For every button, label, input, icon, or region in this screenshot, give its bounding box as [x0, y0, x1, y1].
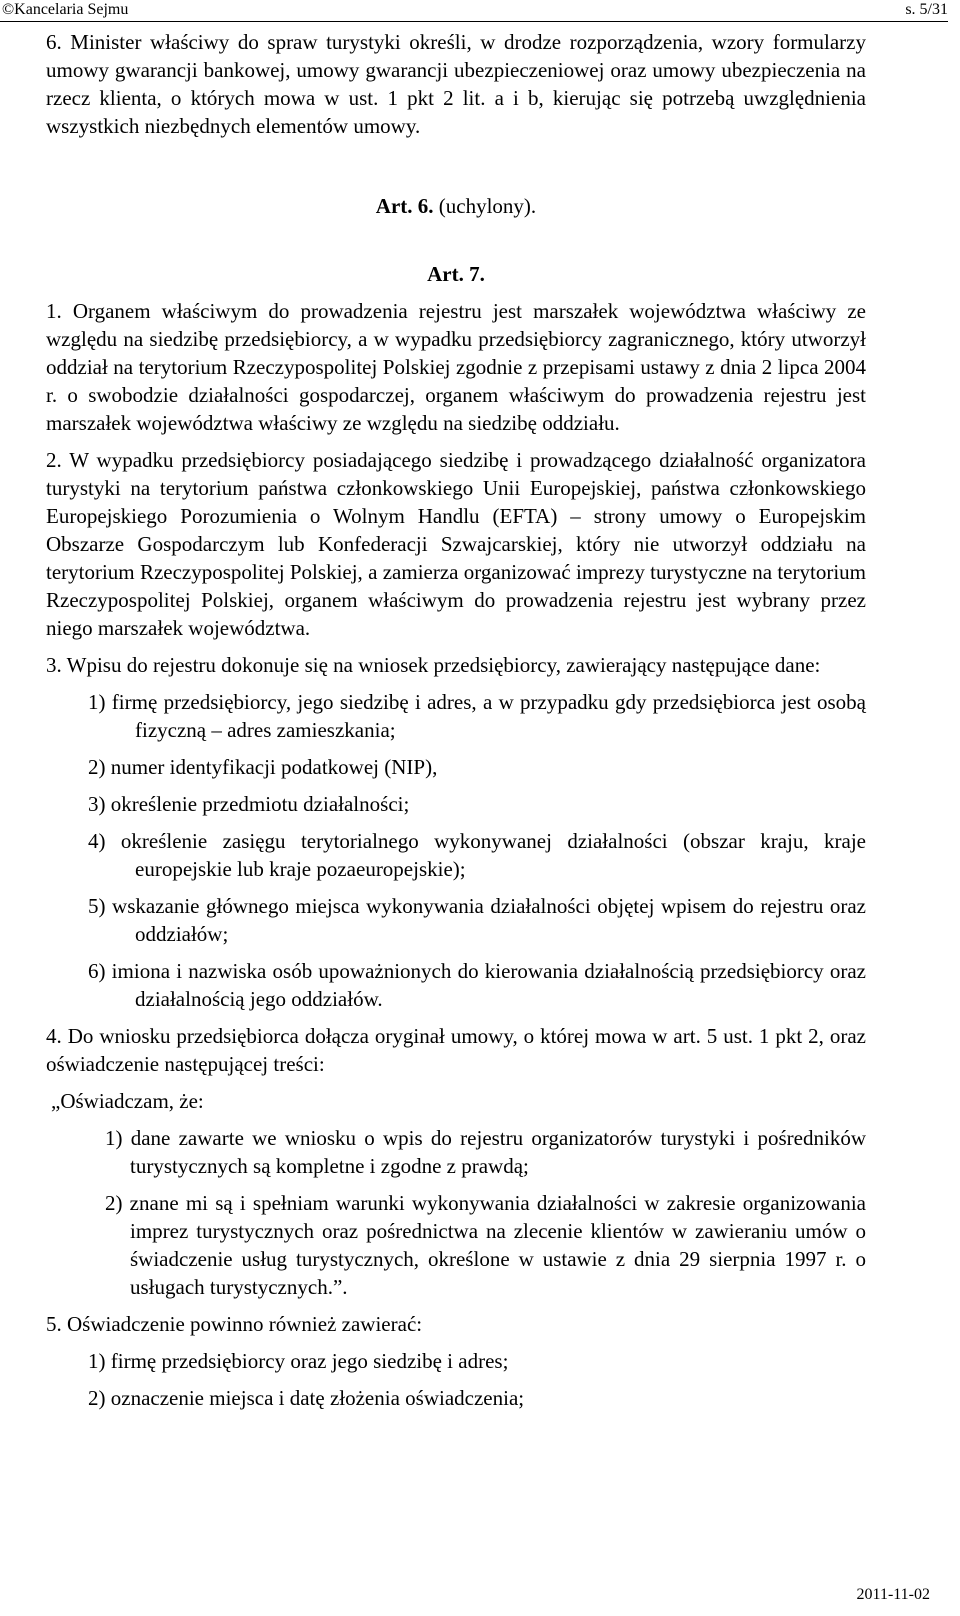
header-page-number: s. 5/31 [905, 1, 948, 18]
list-item: 1) firmę przedsiębiorcy, jego siedzibę i adres, a w przypadku gdy przedsiębiorca jest osobą fizyczną – adres zamieszkania; [88, 690, 866, 742]
list-item: 2) oznaczenie miejsca i datę złożenia oświadczenia; [88, 1386, 525, 1410]
document-body [46, 28, 866, 1412]
list-item: 3) określenie przedmiotu działalności; [88, 792, 410, 816]
page-header [0, 0, 948, 22]
declaration-opening: „Oświadczam, że: [51, 1089, 204, 1113]
art6-heading [46, 192, 866, 220]
list-item: 5) wskazanie głównego miejsca wykonywania działalności objętej wpisem do rejestru oraz oddziałów; [88, 894, 866, 946]
art7-paragraph-3-list [46, 688, 866, 1013]
list-item: 4) określenie zasięgu terytorialnego wykonywanej działalności (obszar kraju, kraje europejskie lub kraje pozaeuropejskie); [88, 829, 866, 881]
art7-heading: Art. 7. [427, 262, 485, 286]
header-publisher: ©Kancelaria Sejmu [2, 1, 129, 18]
art6-text: (uchylony). [438, 194, 537, 218]
list-item: 2) znane mi są i spełniam warunki wykonywania działalności w zakresie organizowania imprez turystycznych oraz pośrednictwa na zlecenie klientów w zawieraniu umów o świadczenie usług turystycznych, określone w ustawie z dnia 29 sierpnia 1997 r. o usługach turystycznych.”. [105, 1191, 866, 1299]
list-item: 6) imiona i nazwiska osób upoważnionych do kierowania działalnością przedsiębiorcy oraz działalnością jego oddziałów. [88, 959, 866, 1011]
art6-label: Art. 6. [375, 194, 434, 218]
art7-paragraph-4: 4. Do wniosku przedsiębiorca dołącza oryginał umowy, o której mowa w art. 5 ust. 1 pkt 2, oraz oświadczenie następującej treści: [46, 1024, 866, 1076]
art5-paragraph-6: 6. Minister właściwy do spraw turystyki określi, w drodze rozporządzenia, wzory formularzy umowy gwarancji bankowej, umowy gwarancji ubezpieczeniowej oraz umowy ubezpieczenia na rzecz klienta, o których mowa w ust. 1 pkt 2 lit. a i b, kierując się potrzebą uwzględnienia wszystkich niezbędnych elementów umowy. [46, 30, 866, 138]
art7-paragraph-5-list [46, 1347, 866, 1412]
art7-paragraph-2: 2. W wypadku przedsiębiorcy posiadającego siedzibę i prowadzącego działalność organizatora turystyki na terytorium państwa członkowskiego Unii Europejskiej, państwa członkowskiego Europejskiego Porozumienia o Wolnym Handlu (EFTA) – strony umowy o Europejskim Obszarze Gospodarczym lub Konfederacji Szwajcarskiej, który nie utworzył oddziału na terytorium Rzeczypospolitej Polskiej, a zamierza organizować imprezy turystyczne na terytorium Rzeczypospolitej Polskiej, organem właściwym do prowadzenia rejestru jest wybrany przez niego marszałek województwa. [46, 448, 866, 640]
declaration-list [46, 1124, 866, 1301]
art7-paragraph-5: 5. Oświadczenie powinno również zawierać: [46, 1312, 423, 1336]
list-item: 1) dane zawarte we wniosku o wpis do rejestru organizatorów turystyki i pośredników turystycznych są kompletne i zgodne z prawdą; [105, 1126, 866, 1178]
list-item: 1) firmę przedsiębiorcy oraz jego siedzibę i adres; [88, 1349, 509, 1373]
list-item: 2) numer identyfikacji podatkowej (NIP), [88, 755, 438, 779]
art7-paragraph-3: 3. Wpisu do rejestru dokonuje się na wniosek przedsiębiorcy, zawierający następujące dane: [46, 653, 821, 677]
footer-date: 2011-11-02 [856, 1586, 930, 1603]
art7-paragraph-1: 1. Organem właściwym do prowadzenia rejestru jest marszałek województwa właściwy ze względu na siedzibę przedsiębiorcy, a w wypadku przedsiębiorcy zagranicznego, który utworzył oddział na terytorium Rzeczypospolitej Polskiej zgodnie z przepisami ustawy z dnia 2 lipca 2004 r. o swobodzie działalności gospodarczej, organem właściwym do prowadzenia rejestru jest marszałek województwa właściwy ze względu na siedzibę oddziału. [46, 299, 866, 435]
